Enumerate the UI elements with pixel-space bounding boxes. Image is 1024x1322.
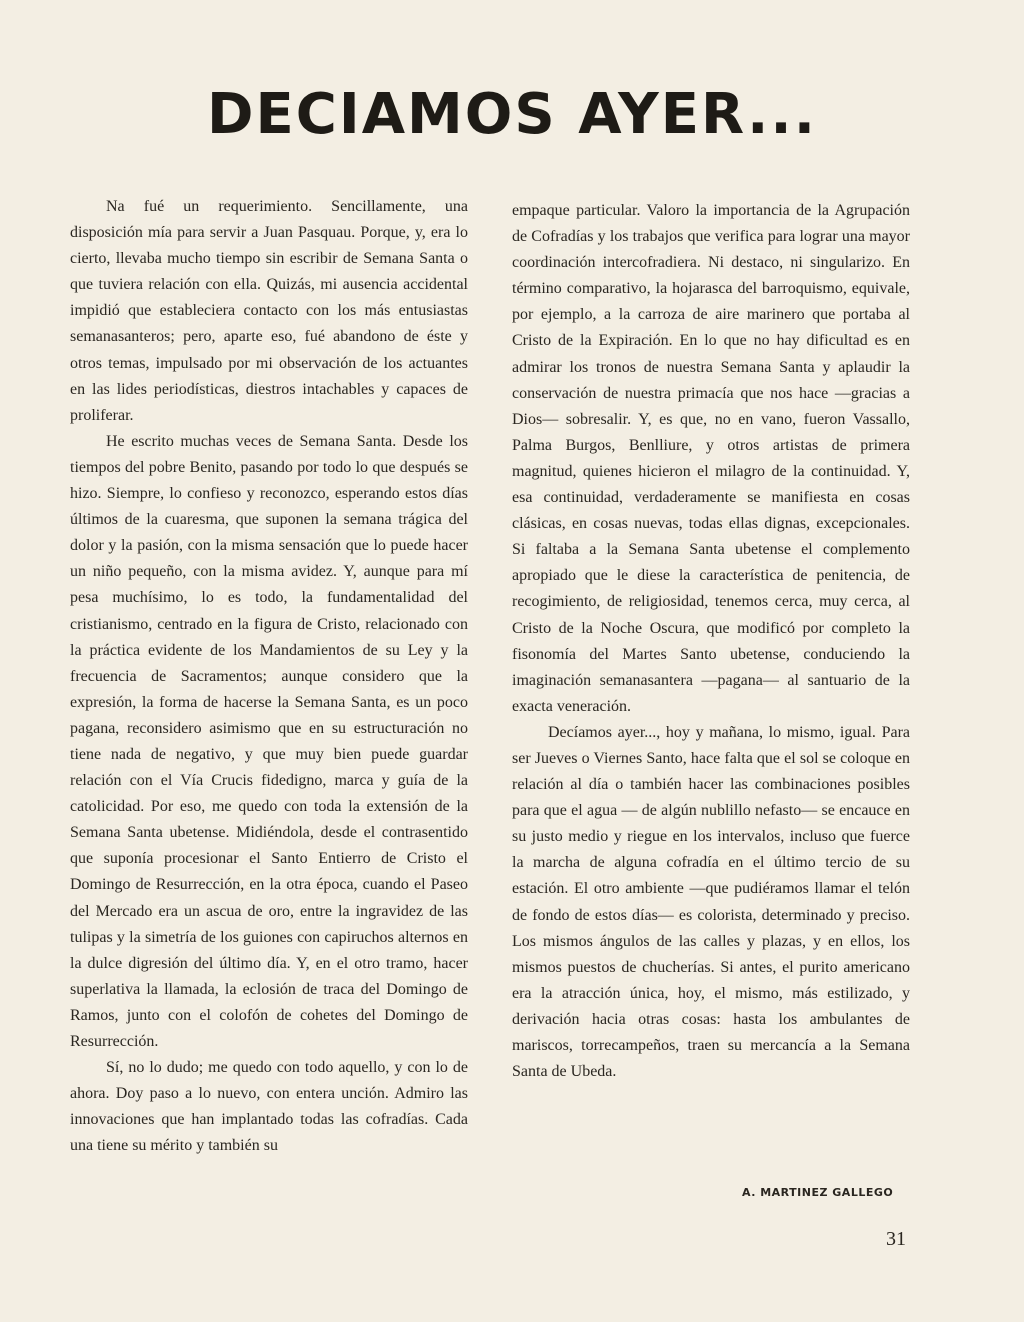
paragraph: Sí, no lo dudo; me quedo con todo aquello, y con lo de ahora. Doy paso a lo nuevo, con entera unción. Admiro las innovaciones que han implantado todas las cofradías. Cada una tiene su mérito y también su xyxy=(70,1059,468,1155)
article-title: DECIAMOS AYER... xyxy=(207,82,817,147)
right-column xyxy=(512,198,910,1085)
paragraph: Na fué un requerimiento. Sencillamente, una disposición mía para servir a Juan Pasquau. Porque, y, era lo cierto, llevaba mucho tiempo sin escribir de Semana Santa o que tuviera relación con ella. Quizás, mi ausencia accidental impidió que estableciera contacto con los más entusiastas semanasanteros; pero, aparte eso, fué abandono de éste y otros temas, impulsado por mi observación de los actuantes en las lides periodísticas, diestros intachables y capaces de proliferar. xyxy=(70,198,468,424)
paragraph-continued: empaque particular. Valoro la importancia de la Agrupación de Cofradías y los trabajos que verifica para lograr una mayor coordinación intercofradiera. Ni destaco, ni singularizo. En término comparativo, la hojarasca del barroquismo, equivale, por ejemplo, a la carroza de aire marinero que portaba al Cristo de la Expiración. En lo que no hay dificultad es en admirar los tronos de nuestra Semana Santa y aplaudir la conservación de nuestra primacía que nos hace —gracias a Dios— sobresalir. Y, es que, no en vano, fueron Vassallo, Palma Burgos, Benlliure, y otros artistas de primera magnitud, quienes hicieron el milagro de la continuidad. Y, esa continuidad, verdaderamente se manifiesta en cosas clásicas, en cosas nuevas, todas ellas dignas, excepcionales. Si faltaba a la Semana Santa ubetense el complemento apropiado que le diese la característica de penitencia, de recogimiento, de religiosidad, tenemos cerca, muy cerca, al Cristo de la Noche Oscura, que modificó por completo la fisonomía del Martes Santo ubetense, conduciendo la imaginación semanasantera —pagana— al santuario de la exacta veneración. xyxy=(512,202,910,715)
paragraph: Decíamos ayer..., hoy y mañana, lo mismo, igual. Para ser Jueves o Viernes Santo, hace falta que el sol se coloque en relación al día o también hacer las combinaciones posibles para que el agua — de algún nublillo nefasto— se encauce en su justo medio y riegue en los intervalos, incluso que fuerce la marcha de alguna cofradía en el último tercio de su estación. El otro ambiente —que pudiéramos llamar el telón de fondo de estos días— es colorista, determinado y preciso. Los mismos ángulos de las calles y plazas, y en ellos, los mismos puestos de chucherías. Si antes, el purito americano era la atracción única, hoy, el mismo, más estilizado, y derivación hacia otras cosas: hasta los ambulantes de mariscos, torrecampeños, traen su mercancía a la Semana Santa de Ubeda. xyxy=(512,723,910,1081)
author-signature: A. MARTINEZ GALLEGO xyxy=(742,1186,894,1199)
left-column xyxy=(70,194,468,1159)
page-number: 31 xyxy=(886,1228,906,1250)
paragraph: He escrito muchas veces de Semana Santa. Desde los tiempos del pobre Benito, pasando por todo lo que después se hizo. Siempre, lo confieso y reconozco, esperando estos días últimos de la cuaresma, que suponen la semana trágica del dolor y la pasión, con la misma sensación que lo puede hacer un niño pequeño, con la misma avidez. Y, aunque para mí pesa muchísimo, lo es todo, la fundamentalidad del cristianismo, centrado en la figura de Cristo, relacionado con la práctica evidente de los Mandamientos de su Ley y la frecuencia de Sacramentos; aunque considero que la expresión, la forma de hacerse la Semana Santa, es un poco pagana, reconsidero asimismo que en su estructuración no tiene nada de negativo, y que muy bien puede guardar relación con el Vía Crucis fidedigno, marca y guía de la catolicidad. Por eso, me quedo con toda la extensión de la Semana Santa ubetense. Midiéndola, desde el contrasentido que suponía procesionar el Santo Entierro de Cristo el Domingo de Resurrección, en la otra época, cuando el Paseo del Mercado era un ascua de oro, entre la ingravidez de las tulipas y la simetría de los guiones con capiruchos alternos en la dulce digresión del último día. Y, en el otro tramo, hacer superlativa la llamada, la eclosión de traca del Domingo de Ramos, junto con el colofón de cohetes del Domingo de Resurrección. xyxy=(70,432,468,1050)
